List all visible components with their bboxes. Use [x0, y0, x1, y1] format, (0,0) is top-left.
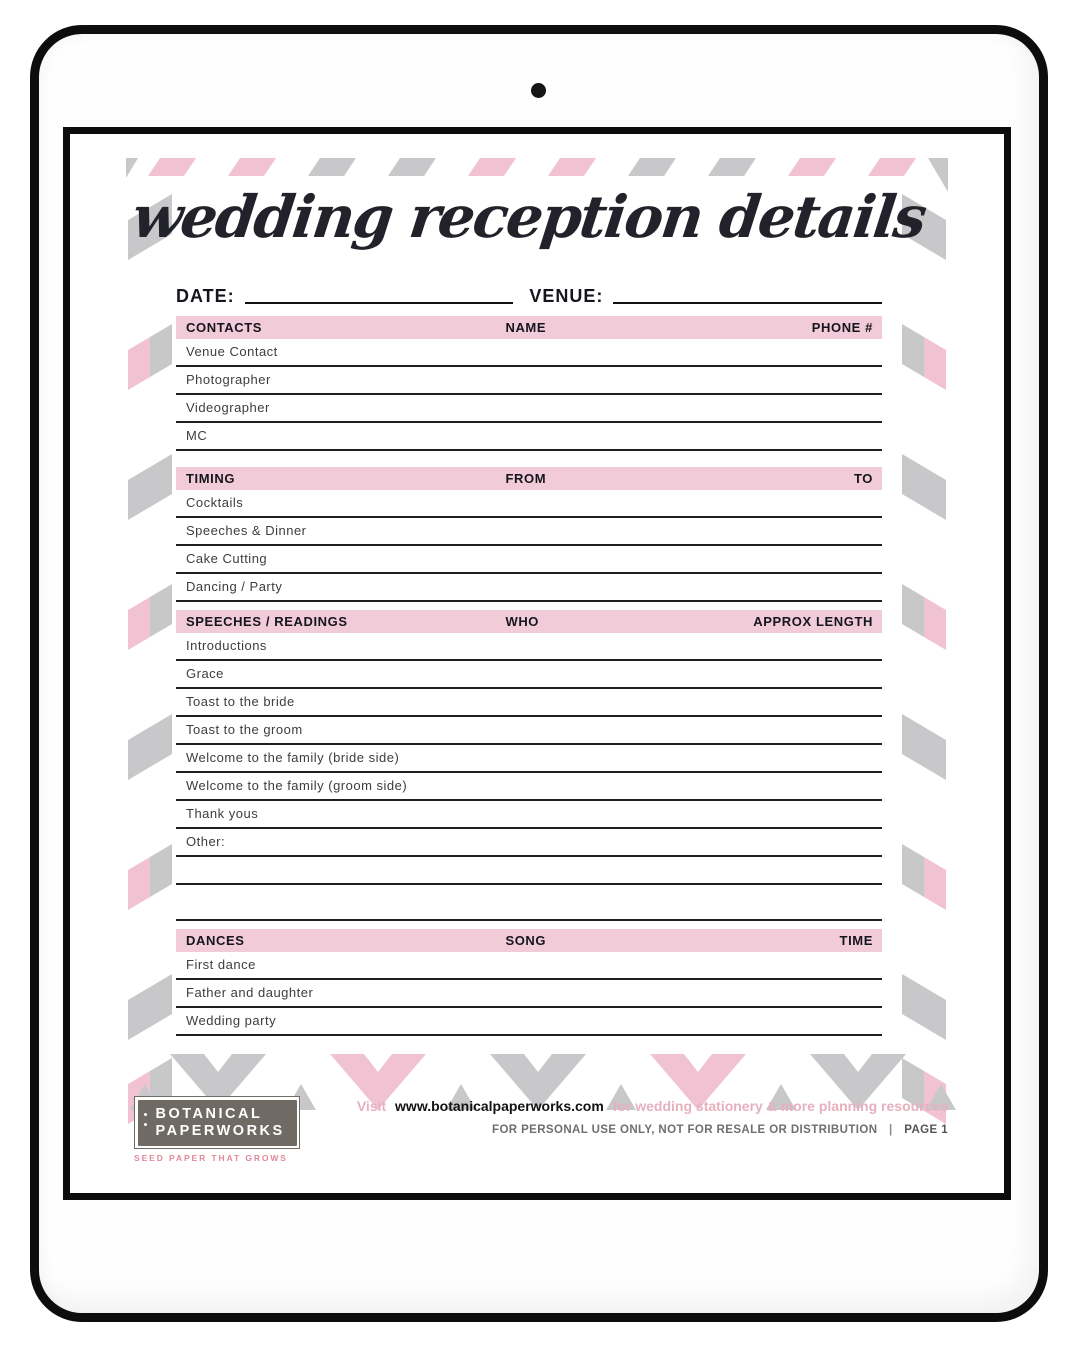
table-row: [176, 490, 882, 518]
row-label: Thank yous: [186, 806, 259, 821]
logo-line-2: PAPERWORKS: [155, 1122, 285, 1139]
row-label: Cocktails: [186, 495, 244, 510]
row-label: Videographer: [186, 400, 270, 415]
visit-prefix: Visit: [356, 1098, 387, 1114]
row-label: Toast to the groom: [186, 722, 303, 737]
worksheet-page: [70, 134, 1004, 1193]
row-label: First dance: [186, 957, 256, 972]
table-row: [176, 661, 882, 689]
visit-line: [357, 1098, 948, 1114]
section-rows: [176, 952, 882, 1036]
section-header-left: CONTACTS: [186, 320, 263, 335]
table-row: [176, 717, 882, 745]
brand-logo: [134, 1096, 300, 1163]
section-header-left: SPEECHES / READINGS: [186, 614, 348, 629]
section-header-right: TIME: [839, 933, 873, 948]
table-row: [176, 829, 882, 857]
legal-line: [357, 1124, 948, 1136]
table-row: [176, 885, 882, 921]
table-row: [176, 980, 882, 1008]
page-number: PAGE 1: [904, 1124, 948, 1136]
page-title: [129, 162, 929, 272]
row-label: Father and daughter: [186, 985, 314, 1000]
row-label: Dancing / Party: [186, 579, 283, 594]
page-title-text: wedding reception details: [129, 183, 929, 251]
row-label: Speeches & Dinner: [186, 523, 307, 538]
date-venue-row: [176, 286, 882, 307]
table-row: [176, 518, 882, 546]
row-label: Wedding party: [186, 1013, 277, 1028]
section-header-right: PHONE #: [811, 320, 873, 335]
section-header-mid: WHO: [505, 614, 540, 629]
logo-line-1: BOTANICAL: [155, 1105, 263, 1122]
row-label: Grace: [186, 666, 224, 681]
worksheet-section: [176, 929, 882, 1036]
table-row: [176, 423, 882, 451]
visit-suffix: for wedding stationery & more planning resources: [612, 1098, 948, 1114]
venue-field-label: VENUE:: [529, 286, 604, 306]
table-row: [176, 633, 882, 661]
row-label: Other:: [186, 834, 226, 849]
section-header-bar: [176, 610, 882, 633]
legal-divider: |: [889, 1124, 893, 1136]
worksheet-section: [176, 610, 882, 921]
section-header-bar: [176, 929, 882, 952]
table-row: [176, 952, 882, 980]
section-rows: [176, 339, 882, 451]
row-label: Welcome to the family (bride side): [186, 750, 400, 765]
venue-line: [613, 302, 882, 304]
table-row: [176, 689, 882, 717]
camera-dot-icon: [531, 83, 546, 98]
section-header-right: TO: [853, 471, 873, 486]
worksheet-content: [129, 134, 929, 1036]
row-label: Photographer: [186, 372, 271, 387]
table-row: [176, 395, 882, 423]
date-field-label: DATE:: [176, 286, 235, 306]
row-label: Cake Cutting: [186, 551, 268, 566]
section-header-left: DANCES: [186, 933, 245, 948]
section-rows: [176, 633, 882, 921]
worksheet-section: [176, 316, 882, 451]
section-header-left: TIMING: [186, 471, 236, 486]
row-label: Introductions: [186, 638, 267, 653]
page-footer: [134, 1096, 948, 1163]
table-row: [176, 801, 882, 829]
worksheet-section: [176, 467, 882, 602]
tablet-screen: [63, 127, 1011, 1200]
tablet-frame: [30, 25, 1048, 1322]
sections: [176, 316, 882, 1036]
footer-text: [357, 1096, 948, 1136]
stamp-dot-icon: [144, 1113, 148, 1117]
section-header-mid: SONG: [505, 933, 547, 948]
row-label: MC: [186, 428, 208, 443]
table-row: [176, 773, 882, 801]
table-row: [176, 574, 882, 602]
row-label: Welcome to the family (groom side): [186, 778, 408, 793]
section-rows: [176, 490, 882, 602]
row-label: Toast to the bride: [186, 694, 295, 709]
section-header-bar: [176, 467, 882, 490]
website-link[interactable]: www.botanicalpaperworks.com: [395, 1098, 604, 1114]
table-row: [176, 339, 882, 367]
table-row: [176, 367, 882, 395]
table-row: [176, 1008, 882, 1036]
section-header-mid: NAME: [505, 320, 547, 335]
table-row: [176, 546, 882, 574]
logo-stamp: [134, 1096, 300, 1149]
section-header-bar: [176, 316, 882, 339]
table-row: [176, 857, 882, 885]
date-line: [245, 302, 514, 304]
section-header-mid: FROM: [505, 471, 547, 486]
logo-tagline: SEED PAPER THAT GROWS: [134, 1153, 288, 1164]
section-header-right: APPROX LENGTH: [753, 614, 873, 629]
table-row: [176, 745, 882, 773]
row-label: Venue Contact: [186, 344, 278, 359]
legal-text: FOR PERSONAL USE ONLY, NOT FOR RESALE OR DISTRIBUTION: [492, 1124, 878, 1136]
